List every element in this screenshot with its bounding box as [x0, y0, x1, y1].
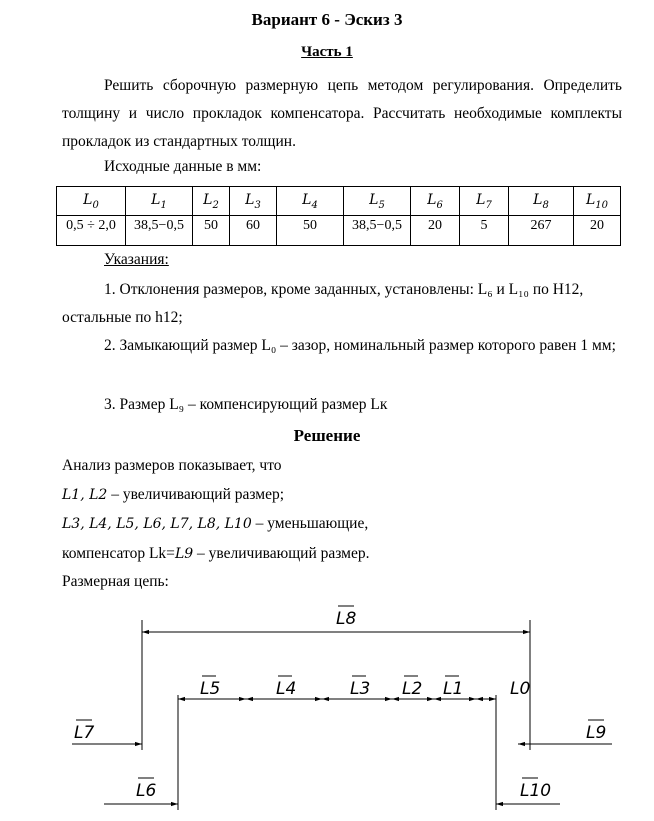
header-base: L	[302, 191, 312, 208]
header-cell	[411, 187, 460, 216]
header-cell	[193, 187, 230, 216]
value-cell: 20	[574, 216, 621, 246]
label-L10: L10	[520, 781, 552, 801]
solution-heading: Решение	[293, 426, 361, 445]
header-index: 8	[542, 199, 549, 211]
increasing-text: – увеличивающий размер;	[107, 486, 285, 503]
value-cell: 50	[277, 216, 344, 246]
value-cell: 20	[411, 216, 460, 246]
increasing-line	[62, 486, 284, 504]
header-base: L	[83, 191, 93, 208]
label-L1: L1	[443, 679, 464, 699]
task-text: Решить сборочную размерную цепь методом регулирования. Определить толщину и число прокладок компенсатора. Рассчитать необходимые комплекты прокладок из стандартных толщин.	[62, 77, 622, 150]
header-cell	[57, 187, 126, 216]
label-L9: L9	[586, 723, 607, 743]
label-L7: L7	[74, 723, 95, 743]
analysis-intro: Анализ размеров показывает, что	[62, 457, 282, 474]
compensator-text: – увеличивающий размер.	[193, 545, 370, 562]
header-base: L	[245, 191, 255, 208]
label-L8: L8	[336, 609, 357, 629]
instruction-1: 1. Отклонения размеров, кроме заданных, установлены: L₆ и L₁₀ по H12, остальные по h12;	[62, 281, 584, 326]
header-cell	[126, 187, 193, 216]
table-header-row	[57, 187, 621, 216]
header-cell	[460, 187, 509, 216]
label-L3: L3	[350, 679, 371, 699]
given-label: Исходные данные в мм:	[104, 158, 262, 175]
instructions-title: Указания:	[104, 251, 169, 268]
value-cell: 38,5−0,5	[126, 216, 193, 246]
header-base: L	[533, 191, 543, 208]
header-base: L	[427, 191, 437, 208]
header-base: L	[476, 191, 486, 208]
header-index: 6	[436, 199, 443, 211]
header-cell	[574, 187, 621, 216]
header-index: 7	[485, 199, 492, 211]
decreasing-line	[62, 515, 368, 533]
label-L4: L4	[276, 679, 297, 699]
label-L2: L2	[402, 679, 423, 699]
value-cell: 5	[460, 216, 509, 246]
table-values-row	[57, 216, 621, 246]
instruction-3: 3. Размер L₉ – компенсирующий размер Lк	[104, 396, 388, 413]
chain-label: Размерная цепь:	[62, 573, 169, 590]
header-index: 1	[160, 199, 167, 211]
header-cell	[277, 187, 344, 216]
header-cell	[230, 187, 277, 216]
page-title: Вариант 6 - Эскиз 3	[251, 10, 403, 29]
header-index: 5	[378, 199, 385, 211]
label-L0: L0	[510, 679, 531, 699]
header-index: 2	[212, 199, 219, 211]
value-cell: 38,5−0,5	[344, 216, 411, 246]
value-cell: 50	[193, 216, 230, 246]
value-cell: 60	[230, 216, 277, 246]
header-index: 10	[595, 199, 609, 211]
compensator-dim: L9	[174, 546, 194, 562]
header-index: 4	[311, 199, 318, 211]
header-base: L	[585, 191, 596, 208]
compensator-prefix: компенсатор Lk=	[62, 545, 175, 562]
header-index: 3	[254, 199, 261, 211]
value-cell: 0,5 ÷ 2,0	[57, 216, 126, 246]
header-cell	[344, 187, 411, 216]
label-L6: L6	[136, 781, 157, 801]
instruction-2: 2. Замыкающий размер L₀ – зазор, номинальный размер которого равен 1 мм;	[104, 337, 616, 354]
decreasing-dims: L3, L4, L5, L6, L7, L8, L10	[62, 516, 252, 532]
value-cell: 267	[509, 216, 574, 246]
data-table	[56, 186, 621, 246]
increasing-dims: L1, L2	[62, 487, 108, 503]
header-base: L	[151, 191, 161, 208]
header-index: 0	[92, 199, 99, 211]
header-base: L	[369, 191, 379, 208]
dimension-chain-diagram	[0, 590, 654, 821]
header-cell	[509, 187, 574, 216]
label-L5: L5	[200, 679, 221, 699]
decreasing-text: – уменьшающие,	[251, 515, 369, 532]
part-heading: Часть 1	[301, 44, 353, 60]
compensator-line	[62, 545, 369, 563]
header-base: L	[203, 191, 213, 208]
